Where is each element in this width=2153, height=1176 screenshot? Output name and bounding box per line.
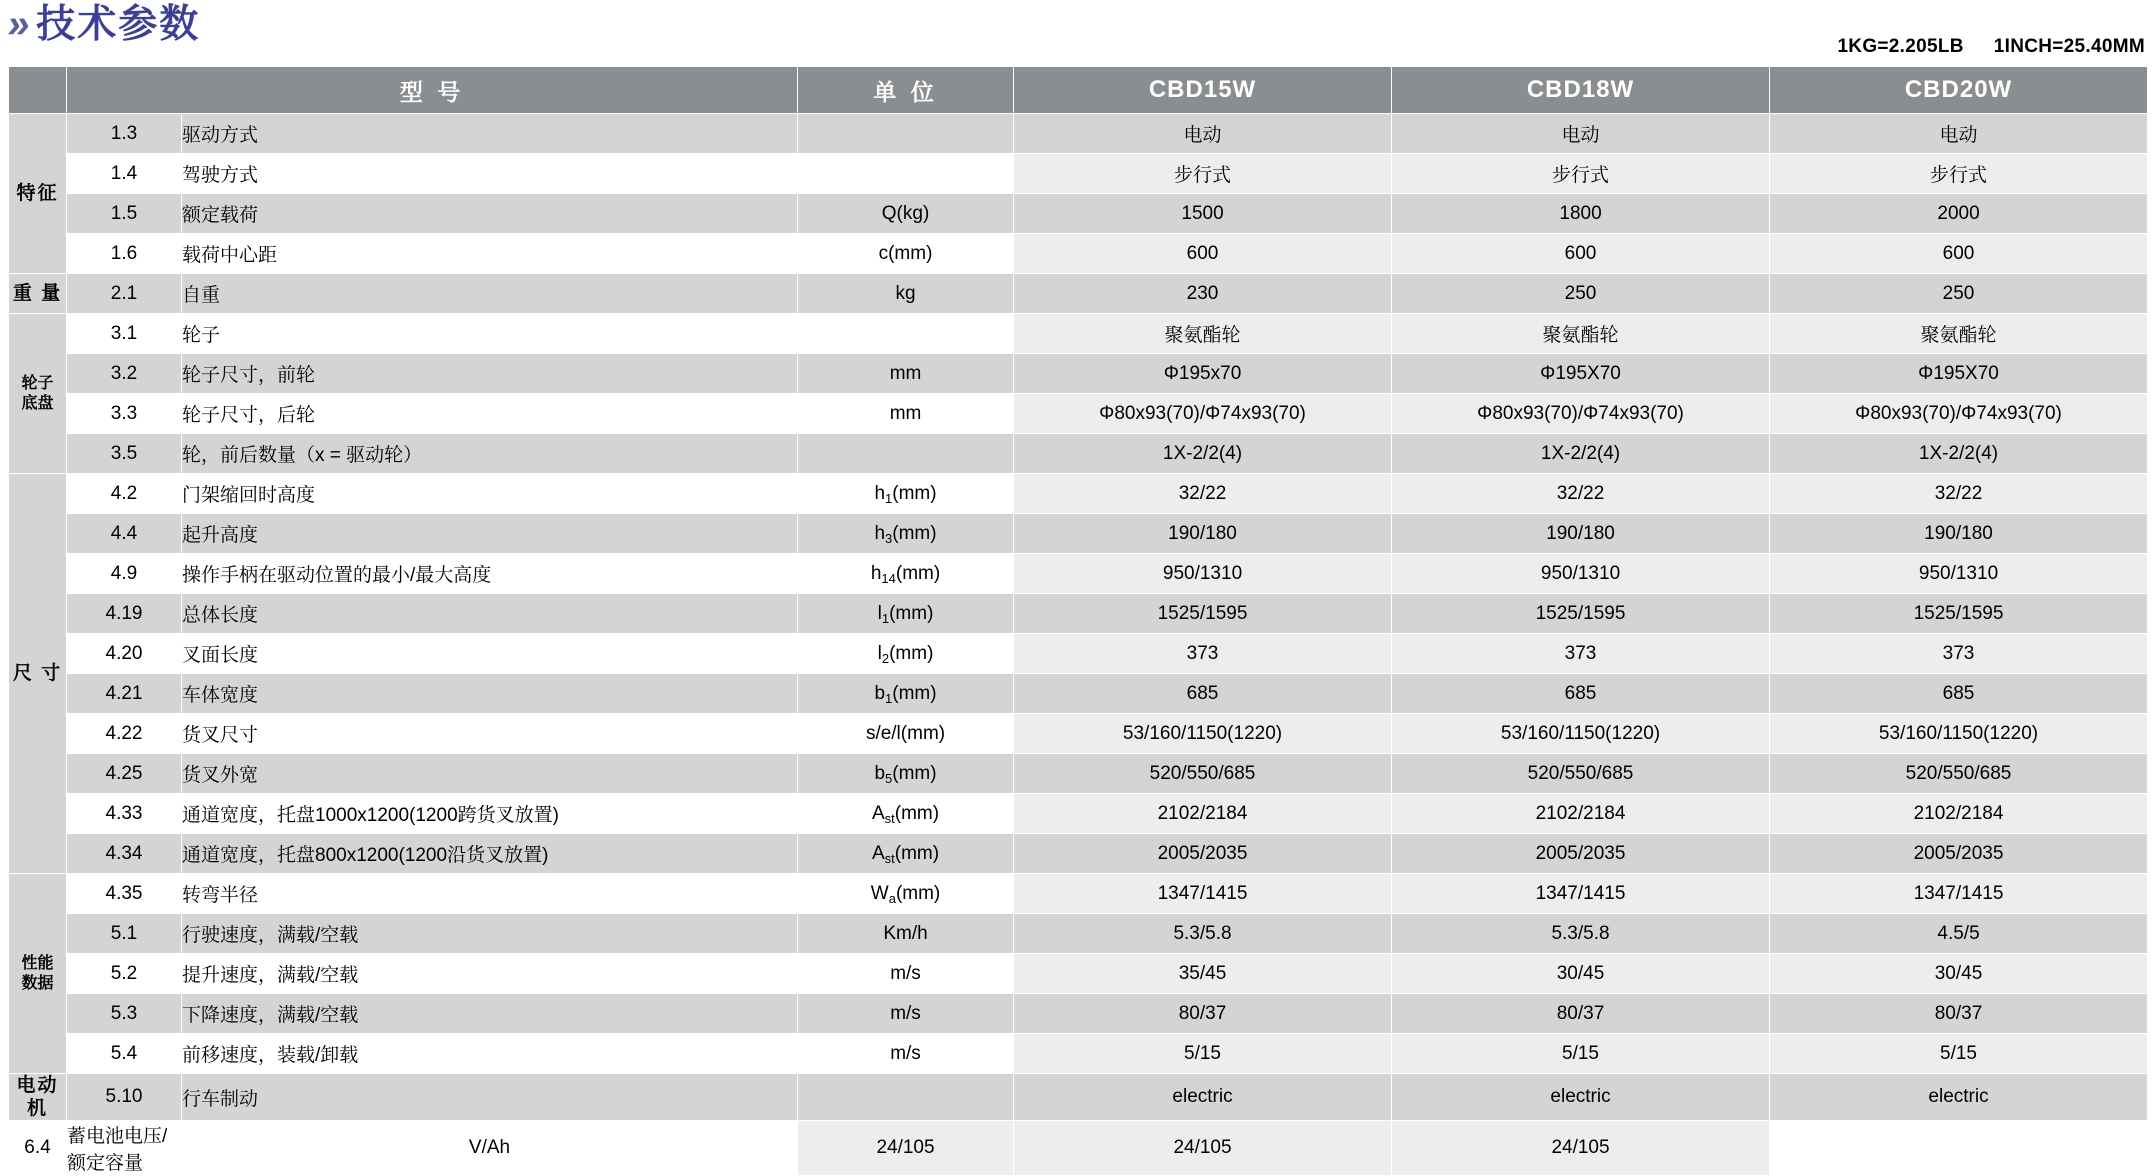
table-row [9, 1074, 2148, 1121]
row-value-cbd18w: 2005/2035 [1392, 834, 1770, 874]
row-value-cbd15w: 520/550/685 [1014, 754, 1392, 794]
row-number: 5.10 [67, 1074, 182, 1121]
table-row [9, 234, 2148, 274]
row-value-cbd15w: 80/37 [1014, 994, 1392, 1034]
row-value-cbd15w: 聚氨酯轮 [1014, 314, 1392, 354]
row-unit [798, 114, 1014, 154]
row-value-cbd20w: 30/45 [1770, 954, 2148, 994]
row-value-cbd15w: 电动 [1014, 114, 1392, 154]
table-row [9, 874, 2148, 914]
row-value-cbd20w: 53/160/1150(1220) [1770, 714, 2148, 754]
table-row [9, 834, 2148, 874]
row-number: 5.4 [67, 1034, 182, 1074]
row-unit: m/s [798, 954, 1014, 994]
row-number: 3.3 [67, 394, 182, 434]
table-row [9, 954, 2148, 994]
row-value-cbd20w: 2102/2184 [1770, 794, 2148, 834]
row-value-cbd20w: 1347/1415 [1770, 874, 2148, 914]
row-value-cbd18w: 53/160/1150(1220) [1392, 714, 1770, 754]
table-body [9, 114, 2148, 1176]
row-value-cbd18w: 24/105 [1014, 1121, 1392, 1176]
row-value-cbd15w: 53/160/1150(1220) [1014, 714, 1392, 754]
row-value-cbd20w: 电动 [1770, 114, 2148, 154]
header-cbd20w: CBD20W [1770, 67, 2148, 114]
row-value-cbd20w: Φ80x93(70)/Φ74x93(70) [1770, 394, 2148, 434]
row-unit: $A_{st}(mm)$ [798, 794, 1014, 834]
row-value-cbd20w: 950/1310 [1770, 554, 2148, 594]
table-row [9, 154, 2148, 194]
row-value-cbd15w: Φ195x70 [1014, 354, 1392, 394]
table-row [9, 194, 2148, 234]
row-number: 1.6 [67, 234, 182, 274]
row-unit: V/Ah [182, 1121, 798, 1176]
row-value-cbd18w: 520/550/685 [1392, 754, 1770, 794]
row-label: 下降速度，满载/空载 [182, 994, 798, 1034]
row-value-cbd18w: 步行式 [1392, 154, 1770, 194]
row-value-cbd18w: 190/180 [1392, 514, 1770, 554]
row-label: 轮子 [182, 314, 798, 354]
row-category-2: 重 量 [9, 274, 67, 314]
row-number: 4.20 [67, 634, 182, 674]
row-value-cbd15w: 35/45 [1014, 954, 1392, 994]
row-value-cbd15w: 步行式 [1014, 154, 1392, 194]
row-unit: c(mm) [798, 234, 1014, 274]
row-number: 4.4 [67, 514, 182, 554]
row-value-cbd18w: Φ195X70 [1392, 354, 1770, 394]
row-category-4: 尺 寸 [9, 474, 67, 874]
row-value-cbd20w: 1X-2/2(4) [1770, 434, 2148, 474]
row-value-cbd20w: 2005/2035 [1770, 834, 2148, 874]
table-row [9, 1121, 2148, 1176]
row-category-5: 性能数据 [9, 874, 67, 1074]
row-number: 5.2 [67, 954, 182, 994]
row-value-cbd20w: 24/105 [1392, 1121, 1770, 1176]
table-row [9, 114, 2148, 154]
row-value-cbd18w: Φ80x93(70)/Φ74x93(70) [1392, 394, 1770, 434]
row-value-cbd20w: 1525/1595 [1770, 594, 2148, 634]
row-unit: $h_{14}(mm)$ [798, 554, 1014, 594]
row-value-cbd20w: 373 [1770, 634, 2148, 674]
row-label: 轮子尺寸，后轮 [182, 394, 798, 434]
row-value-cbd15w: 1X-2/2(4) [1014, 434, 1392, 474]
header-model: 型 号 [67, 67, 798, 114]
row-number: 1.5 [67, 194, 182, 234]
row-label: 驱动方式 [182, 114, 798, 154]
row-value-cbd20w: electric [1770, 1074, 2148, 1121]
row-value-cbd15w: 600 [1014, 234, 1392, 274]
row-label: 货叉外宽 [182, 754, 798, 794]
table-header [9, 67, 2148, 114]
row-unit: $l_1(mm)$ [798, 594, 1014, 634]
row-unit [798, 1074, 1014, 1121]
row-number: 4.35 [67, 874, 182, 914]
table-row [9, 554, 2148, 594]
row-value-cbd18w: 80/37 [1392, 994, 1770, 1034]
table-row [9, 674, 2148, 714]
row-value-cbd20w: 5/15 [1770, 1034, 2148, 1074]
row-value-cbd15w: 24/105 [798, 1121, 1014, 1176]
row-unit: mm [798, 354, 1014, 394]
row-unit: mm [798, 394, 1014, 434]
unit-conversion-note [1837, 36, 2145, 58]
page-title: 技术参数 [36, 2, 201, 46]
table-row [9, 274, 2148, 314]
row-number: 4.33 [67, 794, 182, 834]
header-unit: 单 位 [798, 67, 1014, 114]
row-label: 自重 [182, 274, 798, 314]
row-category-3: 轮子底盘 [9, 314, 67, 474]
row-number: 4.2 [67, 474, 182, 514]
table-row [9, 314, 2148, 354]
row-value-cbd18w: 电动 [1392, 114, 1770, 154]
row-value-cbd20w: 685 [1770, 674, 2148, 714]
row-label: 行驶速度，满载/空载 [182, 914, 798, 954]
row-label: 门架缩回时高度 [182, 474, 798, 514]
row-unit: m/s [798, 994, 1014, 1034]
row-unit: m/s [798, 1034, 1014, 1074]
row-unit: s/e/l(mm) [798, 714, 1014, 754]
row-value-cbd18w: 685 [1392, 674, 1770, 714]
row-unit: $b_5(mm)$ [798, 754, 1014, 794]
row-value-cbd15w: electric [1014, 1074, 1392, 1121]
row-number: 1.3 [67, 114, 182, 154]
row-value-cbd15w: 1347/1415 [1014, 874, 1392, 914]
row-value-cbd18w: 2102/2184 [1392, 794, 1770, 834]
row-number: 4.22 [67, 714, 182, 754]
row-value-cbd18w: 600 [1392, 234, 1770, 274]
row-label: 车体宽度 [182, 674, 798, 714]
row-label: 通道宽度，托盘1000x1200(1200跨货叉放置) [182, 794, 798, 834]
row-value-cbd15w: 5.3/5.8 [1014, 914, 1392, 954]
table-row [9, 434, 2148, 474]
row-number: 5.1 [67, 914, 182, 954]
table-row [9, 714, 2148, 754]
title-block [4, 2, 201, 46]
row-value-cbd15w: Φ80x93(70)/Φ74x93(70) [1014, 394, 1392, 434]
row-value-cbd15w: 5/15 [1014, 1034, 1392, 1074]
row-number: 6.4 [9, 1121, 67, 1176]
row-value-cbd15w: 230 [1014, 274, 1392, 314]
row-value-cbd18w: 1347/1415 [1392, 874, 1770, 914]
row-unit: $A_{st}(mm)$ [798, 834, 1014, 874]
row-value-cbd18w: 32/22 [1392, 474, 1770, 514]
row-unit: kg [798, 274, 1014, 314]
row-label: 驾驶方式 [182, 154, 798, 194]
chevron-double-right-icon: » [4, 2, 30, 46]
table-row [9, 994, 2148, 1034]
row-unit: $h_3(mm)$ [798, 514, 1014, 554]
row-value-cbd15w: 373 [1014, 634, 1392, 674]
table-row [9, 754, 2148, 794]
table-row [9, 1034, 2148, 1074]
row-value-cbd20w: 250 [1770, 274, 2148, 314]
table-row [9, 514, 2148, 554]
technical-parameters-table [8, 66, 2148, 1176]
row-unit: Q(kg) [798, 194, 1014, 234]
row-value-cbd20w: 600 [1770, 234, 2148, 274]
header-cbd15w: CBD15W [1014, 67, 1392, 114]
row-label: 叉面长度 [182, 634, 798, 674]
row-value-cbd15w: 685 [1014, 674, 1392, 714]
row-value-cbd20w: 聚氨酯轮 [1770, 314, 2148, 354]
row-value-cbd18w: 5.3/5.8 [1392, 914, 1770, 954]
row-value-cbd20w: 步行式 [1770, 154, 2148, 194]
row-label: 转弯半径 [182, 874, 798, 914]
row-unit [798, 314, 1014, 354]
conversion-inch: 1INCH=25.40MM [1993, 36, 2145, 57]
row-label: 额定载荷 [182, 194, 798, 234]
row-unit [798, 434, 1014, 474]
row-value-cbd18w: 聚氨酯轮 [1392, 314, 1770, 354]
row-value-cbd15w: 950/1310 [1014, 554, 1392, 594]
row-unit: $h_1(mm)$ [798, 474, 1014, 514]
table-row [9, 794, 2148, 834]
row-unit: $b_1(mm)$ [798, 674, 1014, 714]
header-category-blank [9, 67, 67, 114]
row-value-cbd20w: 190/180 [1770, 514, 2148, 554]
row-value-cbd18w: 1525/1595 [1392, 594, 1770, 634]
row-number: 4.21 [67, 674, 182, 714]
row-label: 操作手柄在驱动位置的最小/最大高度 [182, 554, 798, 594]
row-value-cbd15w: 1525/1595 [1014, 594, 1392, 634]
table-row [9, 394, 2148, 434]
table-row [9, 594, 2148, 634]
row-value-cbd20w: 4.5/5 [1770, 914, 2148, 954]
row-value-cbd15w: 2102/2184 [1014, 794, 1392, 834]
row-value-cbd18w: 5/15 [1392, 1034, 1770, 1074]
table-row [9, 354, 2148, 394]
row-unit: $l_2(mm)$ [798, 634, 1014, 674]
row-number: 5.3 [67, 994, 182, 1034]
header-cbd18w: CBD18W [1392, 67, 1770, 114]
row-value-cbd18w: 950/1310 [1392, 554, 1770, 594]
row-label: 蓄电池电压/额定容量 [67, 1121, 182, 1176]
row-unit: $W_a(mm)$ [798, 874, 1014, 914]
row-value-cbd18w: 1X-2/2(4) [1392, 434, 1770, 474]
table-row [9, 914, 2148, 954]
row-label: 前移速度，装载/卸载 [182, 1034, 798, 1074]
row-number: 4.19 [67, 594, 182, 634]
row-category-6: 电动机 [9, 1074, 67, 1121]
row-label: 通道宽度，托盘800x1200(1200沿货叉放置) [182, 834, 798, 874]
row-label: 货叉尺寸 [182, 714, 798, 754]
row-label: 轮，前后数量（x = 驱动轮） [182, 434, 798, 474]
row-value-cbd20w: 2000 [1770, 194, 2148, 234]
table-row [9, 474, 2148, 514]
row-value-cbd18w: 30/45 [1392, 954, 1770, 994]
row-value-cbd20w: 80/37 [1770, 994, 2148, 1034]
row-value-cbd18w: 1800 [1392, 194, 1770, 234]
page-header [4, 0, 2145, 64]
row-value-cbd15w: 190/180 [1014, 514, 1392, 554]
row-label: 起升高度 [182, 514, 798, 554]
row-label: 总体长度 [182, 594, 798, 634]
row-value-cbd15w: 1500 [1014, 194, 1392, 234]
conversion-kg: 1KG=2.205LB [1837, 36, 1964, 57]
row-number: 3.2 [67, 354, 182, 394]
row-value-cbd15w: 2005/2035 [1014, 834, 1392, 874]
row-number: 4.9 [67, 554, 182, 594]
row-number: 3.1 [67, 314, 182, 354]
row-number: 2.1 [67, 274, 182, 314]
row-label: 提升速度，满载/空载 [182, 954, 798, 994]
row-value-cbd18w: 373 [1392, 634, 1770, 674]
row-value-cbd20w: Φ195X70 [1770, 354, 2148, 394]
row-label: 载荷中心距 [182, 234, 798, 274]
row-unit: Km/h [798, 914, 1014, 954]
table-row [9, 634, 2148, 674]
row-number: 3.5 [67, 434, 182, 474]
row-number: 4.25 [67, 754, 182, 794]
row-value-cbd15w: 32/22 [1014, 474, 1392, 514]
row-unit [798, 154, 1014, 194]
row-category-1: 特征 [9, 114, 67, 274]
row-value-cbd18w: 250 [1392, 274, 1770, 314]
row-number: 1.4 [67, 154, 182, 194]
row-label: 行车制动 [182, 1074, 798, 1121]
row-label: 轮子尺寸，前轮 [182, 354, 798, 394]
row-number: 4.34 [67, 834, 182, 874]
row-value-cbd20w: 32/22 [1770, 474, 2148, 514]
row-value-cbd20w: 520/550/685 [1770, 754, 2148, 794]
row-value-cbd18w: electric [1392, 1074, 1770, 1121]
